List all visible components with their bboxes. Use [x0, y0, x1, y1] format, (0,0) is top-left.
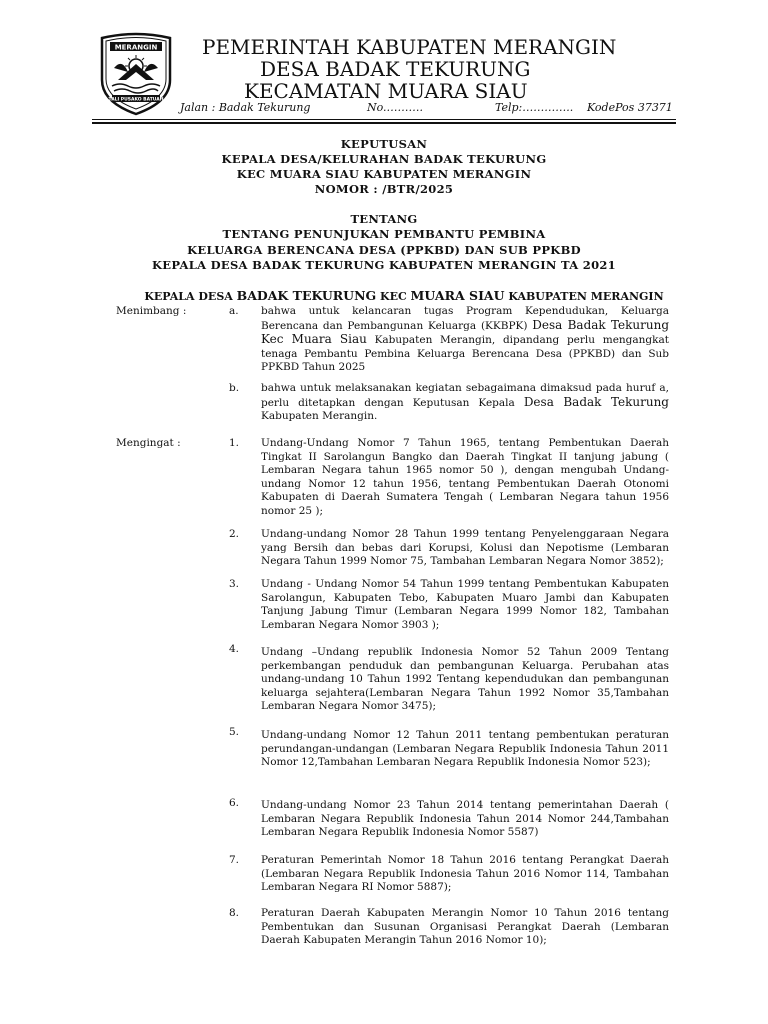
lead-district-name: MUARA SIAU: [410, 288, 505, 303]
paragraph-text: Kabupaten Merangin.: [261, 410, 378, 422]
mengingat-item: Undang-undang Nomor 12 Tahun 2011 tentang pembentukan peraturan perundangan-undangan (Lembaran Negara Republik Indonesia Tahun 2011 Nomor 12,Tambahan Lembaran Negara Republik Indonesia Nomor 523);: [261, 729, 669, 768]
mengingat-label: Mengingat :: [116, 437, 181, 449]
paragraph-text: bahwa untuk kelancaran tugas Program Kependudukan, Keluarga Berencana dan Pembangunan Keluarga (KKBPK): [261, 305, 669, 332]
decree-subject-line-3: KEPALA DESA BADAK TEKURUNG KABUPATEN MERANGIN TA 2021: [152, 258, 616, 272]
mengingat-item-number: 5.: [229, 726, 240, 738]
menimbang-label: Menimbang :: [116, 305, 187, 317]
mengingat-item: Peraturan Daerah Kabupaten Merangin Nomor 10 Tahun 2016 tentang Pembentukan dan Susunan Organisasi Perangkat Daerah (Lembaran Daerah Kabupaten Merangin Tahun 2016 Nomor 10);: [261, 907, 669, 946]
letterhead-divider-thick: [92, 122, 676, 124]
logo-banner-text: MERANGIN: [114, 43, 158, 52]
village-name-text: Desa Badak Tekurung Kec Muara Siau: [261, 317, 669, 346]
mengingat-item-number: 2.: [229, 528, 240, 540]
village-name-text: Desa Badak Tekurung: [523, 394, 669, 409]
mengingat-item: Undang –Undang republik Indonesia Nomor 52 Tahun 2009 Tentang perkembangan penduduk dan pembangunan Keluarga. Perubahan atas undang-undang 10 Tahun 1992 Tentang kependudukan dan pembangunan keluarga sejahtera(Lembaran Negara Tahun 1992 Nomor 35,Tambahan Lembaran Negara Nomor 3475);: [261, 646, 669, 712]
letterhead-address: Jalan : Badak Tekurung: [180, 101, 311, 114]
mengingat-item-number: 1.: [229, 437, 240, 449]
menimbang-item-number: b.: [229, 382, 240, 394]
menimbang-item: [261, 305, 669, 375]
paragraph-text: Kabupaten Merangin, dipandang perlu mengangkat tenaga Pembantu Pembina Keluarga Berencana Desa (PPKBD) dan Sub PPKBD Tahun 2025: [261, 334, 669, 373]
mengingat-item: Undang-undang Nomor 23 Tahun 2014 tentang pemerintahan Daerah ( Lembaran Negara Republik Indonesia Tahun 2014 Nomor 244,Tambahan Lembaran Negara Republik Indonesia Nomor 5587): [261, 799, 669, 838]
letterhead-village: DESA BADAK TEKURUNG: [260, 57, 531, 81]
lead-village-name: BADAK TEKURUNG: [236, 288, 377, 303]
decree-number: NOMOR : /BTR/2025: [314, 182, 454, 196]
decree-region: KEC MUARA SIAU KABUPATEN MERANGIN: [236, 167, 532, 181]
decree-subject-line-2: KELUARGA BERENCANA DESA (PPKBD) DAN SUB PPKBD: [187, 243, 581, 257]
letterhead-divider-thin: [92, 119, 676, 120]
paragraph-text: bahwa untuk melaksanakan kegiatan sebagaimana dimaksud pada huruf a, perlu ditetapkan dengan Keputusan Kepala: [261, 382, 669, 409]
mengingat-item-number: 3.: [229, 578, 240, 590]
mengingat-item: Undang-Undang Nomor 7 Tahun 1965, tentang Pembentukan Daerah Tingkat II Sarolangun Bangko dan Daerah Tingkat II tanjung jabung ( Lembaran Negara tahun 1965 nomor 50 ), dengan mengubah Undang-undang Nomor 12 tahun 1956, tentang Pembentukan Daerah Otonomi Kabupaten di Daerah Sumatera Tengah ( Lembaran Negara tahun 1956 nomor 25 );: [261, 437, 669, 517]
letterhead-phone: Telp:…………..: [495, 101, 574, 114]
mengingat-item-number: 7.: [229, 854, 240, 866]
decree-title: KEPUTUSAN: [340, 137, 428, 151]
letterhead-government: PEMERINTAH KABUPATEN MERANGIN: [202, 35, 617, 59]
menimbang-item: [261, 382, 669, 424]
mengingat-item: Undang - Undang Nomor 54 Tahun 1999 tentang Pembentukan Kabupaten Sarolangun, Kabupaten Tebo, Kabupaten Muaro Jambi dan Kabupaten Tanjung Jabung Timur (Lembaran Negara 1999 Nomor 182, Tambahan Lembaran Negara Nomor 3903 );: [261, 578, 669, 631]
mengingat-item-number: 8.: [229, 907, 240, 919]
logo-motto-text: TALI PUSAKO BATUAH: [108, 97, 164, 103]
regency-logo: [96, 28, 176, 116]
mengingat-item-number: 4.: [229, 643, 240, 655]
decree-issuer: KEPALA DESA/KELURAHAN BADAK TEKURUNG: [221, 152, 547, 166]
menimbang-item-number: a.: [229, 305, 239, 317]
merangin-emblem-icon: [96, 28, 176, 116]
lead-part: KEPALA DESA: [144, 290, 237, 303]
mengingat-item: Undang-undang Nomor 28 Tahun 1999 tentang Penyelenggaraan Negara yang Bersih dan bebas dari Korupsi, Kolusi dan Nepotisme (Lembaran Negara Tahun 1999 Nomor 75, Tambahan Lembaran Negara Nomor 3852);: [261, 528, 669, 567]
mengingat-item: Peraturan Pemerintah Nomor 18 Tahun 2016 tentang Perangkat Daerah (Lembaran Negara Republik Indonesia Tahun 2016 Nomor 114, Tambahan Lembaran Negara RI Nomor 5887);: [261, 854, 669, 893]
letterhead-postcode: KodePos 37371: [587, 101, 673, 114]
letterhead: [92, 28, 712, 118]
decree-subject-line-1: TENTANG PENUNJUKAN PEMBANTU PEMBINA: [222, 227, 546, 241]
lead-part: KEC: [376, 290, 411, 303]
mengingat-item-number: 6.: [229, 797, 240, 809]
letterhead-number: No.……….: [367, 101, 424, 114]
lead-part: KABUPATEN MERANGIN: [504, 290, 664, 303]
decree-lead-line: [0, 289, 768, 304]
decree-about: TENTANG: [350, 212, 418, 226]
letterhead-district: KECAMATAN MUARA SIAU: [244, 79, 528, 103]
